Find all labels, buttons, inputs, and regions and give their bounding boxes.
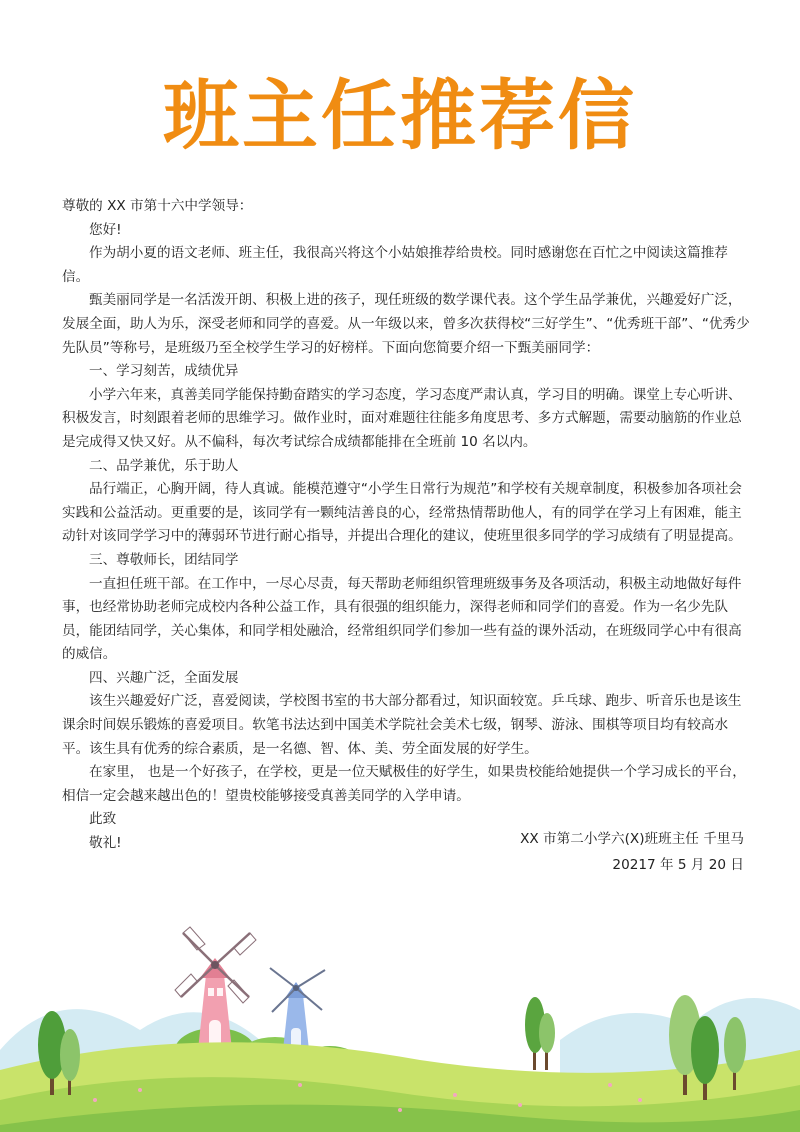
section-heading-3: 三、尊敬师长，团结同学 — [89, 551, 239, 568]
tree — [539, 1013, 555, 1070]
landscape-illustration — [0, 900, 800, 1132]
page-title: 班主任推荐信 — [163, 71, 637, 160]
signature: XX 市第二小学六(X)班班主任 千里马 — [520, 831, 744, 847]
section-body-3: 一直担任班干部。在工作中，一尽心尽责，每天帮助老师组织管理班级事务及各项活动，积极主动地做好每件事，也经常协助老师完成校内各种公益工作，具有很强的组织能力，深得老师和同学们的喜爱。作为一名少先队员，能团结同学，关心集体，和同学相处融洽，经常组织同学们参加一些有益的课外活动，在班级同学心中有很高的威信。 — [62, 575, 742, 663]
date: 20217 年 5 月 20 日 — [612, 857, 744, 873]
section-heading-1: 一、学习刻苦，成绩优异 — [89, 363, 239, 380]
closing-line-2: 敬礼! — [89, 835, 122, 852]
intro-paragraph-1: 作为胡小夏的语文老师、班主任，我很高兴将这个小姑娘推荐给贵校。同时感谢您在百忙之中阅读这篇推荐信。 — [62, 245, 728, 285]
section-body-2: 品行端正，心胸开阔，待人真诚。能模范遵守“小学生日常行为规范”和学校有关规章制度，积极参加各项社会实践和公益活动。更重要的是，该同学有一颗纯洁善良的心，经常热情帮助他人，有的同学在学习上有困难，能主动针对该同学学习中的薄弱环节进行耐心指导，并提出合理化的建议，使班里很多同学的学习成绩有了明显提高。 — [62, 481, 742, 545]
section-body-4: 该生兴趣爱好广泛，喜爱阅读，学校图书室的书大部分都看过，知识面较宽。乒乓球、跑步、听音乐也是该生课余时间娱乐锻炼的喜爱项目。软笔书法达到中国美术学院社会美术七级，钢琴、游泳、围棋等项目均有较高水平。该生具有优秀的综合素质，是一名德、智、体、美、劳全面发展的好学生。 — [62, 693, 742, 757]
closing-line-1: 此致 — [89, 811, 117, 828]
salutation: 尊敬的 XX 市第十六中学领导： — [62, 198, 253, 214]
section-body-1: 小学六年来，真善美同学能保持勤奋踏实的学习态度，学习态度严肃认真，学习目的明确。课堂上专心听讲、积极发言，时刻跟着老师的思维学习。做作业时，面对难题往往能多角度思考、多方式解题，需要动脑筋的作业总是完成得又快又好。从不偏科，每次考试综合成绩都能排在全班前 10 名以内。 — [62, 386, 742, 450]
signature-block — [520, 826, 744, 878]
section-heading-4: 四、兴趣广泛，全面发展 — [89, 669, 239, 686]
closing-paragraph: 在家里， 也是一个好孩子，在学校，更是一位天赋极佳的好学生，如果贵校能给她提供一个学习成长的平台，相信一定会越来越出色的！望贵校能够接受真善美同学的入学申请。 — [62, 764, 746, 804]
greeting: 您好! — [89, 221, 122, 238]
section-heading-2: 二、品学兼优，乐于助人 — [89, 457, 239, 474]
letter-body — [62, 195, 752, 856]
intro-paragraph-2: 甄美丽同学是一名活泼开朗、积极上进的孩子，现任班级的数学课代表。这个学生品学兼优，兴趣爱好广泛，发展全面，助人为乐，深受老师和同学的喜爱。从一年级以来，曾多次获得校“三好学生”、“优秀班干部”、“优秀少先队员”等称号，是班级乃至全校学生学习的好榜样。下面向您简要介绍一下甄美丽同学： — [62, 292, 750, 356]
